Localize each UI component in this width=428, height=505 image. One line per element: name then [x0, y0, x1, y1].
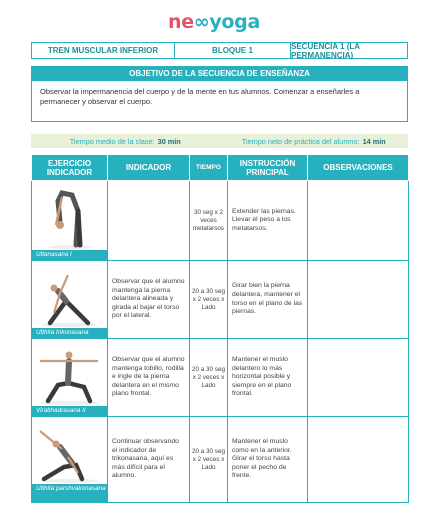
tiempo-cell: 30 seg x 2 veces metatarsos — [190, 181, 228, 261]
block-title: TREN MUSCULAR INFERIOR — [32, 43, 175, 58]
tiempo-cell: 20 a 30 seg x 2 veces x Lado — [190, 417, 228, 503]
table-row — [32, 417, 409, 503]
exercise-table — [31, 154, 409, 503]
practice-time-value: 14 min — [362, 136, 386, 146]
table-row — [32, 181, 409, 261]
table-row — [32, 339, 409, 417]
block-number: BLOQUE 1 — [175, 43, 291, 58]
uttanasana-image — [32, 181, 107, 260]
exercise-caption: Utthita trikonasana — [32, 328, 107, 338]
trikonasana-image — [32, 261, 107, 338]
indicador-cell — [108, 181, 190, 261]
indicador-cell: Continuar observando el indicador de trikonasana, aquí es más difícil para el alumno. — [108, 417, 190, 503]
header-indicador: INDICADOR — [108, 155, 190, 181]
session-header — [31, 42, 408, 59]
logo-part-2: ∞yoga — [193, 11, 261, 33]
sequence-label: SECUENCIA 1 (LA PERMANENCIA) — [291, 41, 360, 60]
header-instruccion: INSTRUCCIÓN PRINCIPAL — [228, 155, 308, 181]
observaciones-cell — [308, 181, 409, 261]
instruccion-cell: Extender las piernas. Llevar el peso a los metatarsos. — [228, 181, 308, 261]
class-time-label: Tiempo medio de la clase: — [69, 136, 155, 146]
exercise-image-cell — [32, 417, 108, 503]
tiempo-cell: 20 a 30 seg x 2 veces x Lado — [190, 261, 228, 339]
nexoyoga-logo — [0, 11, 428, 33]
instruccion-cell: Mantener el muslo como en la anterior. Girar el torso hasta poner el pecho de frente. — [228, 417, 308, 503]
tiempo-cell: 20 a 30 seg x 2 veces x Lado — [190, 339, 228, 417]
header-ejercicio: EJERCICIO INDICADOR — [32, 155, 108, 181]
indicador-cell: Observar que el alumno mantenga la pierna delantera alineada y girada al bajar el torso por el lateral. — [108, 261, 190, 339]
instruccion-cell: Mantener el muslo delantero lo más horizontal posible y siempre en el plano frontal. — [228, 339, 308, 417]
class-time-value: 30 min — [157, 136, 181, 146]
header-observaciones: OBSERVACIONES — [308, 155, 409, 181]
logo-part-1: ne — [167, 11, 194, 33]
table-header-row — [32, 155, 409, 181]
practice-time-label: Tiempo neto de práctica del alumno: — [241, 136, 360, 146]
parshvakonasana-image — [32, 417, 107, 502]
exercise-caption: Utthita parshvakonasana — [32, 484, 107, 502]
observaciones-cell — [308, 261, 409, 339]
indicador-cell: Observar que el alumno mantenga tobillo, rodilla e ingle de la pierna delantera en el mismo plano frontal. — [108, 339, 190, 417]
header-tiempo: TIEMPO — [190, 155, 228, 181]
objective-title: OBJETIVO DE LA SECUENCIA DE ENSEÑANZA — [31, 66, 408, 81]
time-bar — [31, 134, 408, 148]
exercise-image-cell — [32, 339, 108, 417]
objective-text: Observar la impermanencia del cuerpo y de la mente en tus alumnos. Comenzar a enseñarles a permanecer y observar el cuerpo. — [31, 81, 408, 122]
class-time — [31, 134, 220, 148]
exercise-caption: Uttanasana I — [32, 250, 107, 260]
exercise-image-cell — [32, 261, 108, 339]
table-row — [32, 261, 409, 339]
observaciones-cell — [308, 339, 409, 417]
exercise-caption: Virabhadrasana II — [32, 406, 107, 416]
instruccion-cell: Girar bien la pierna delantera, mantener el torso en el plano de las piernas. — [228, 261, 308, 339]
exercise-image-cell — [32, 181, 108, 261]
practice-time — [220, 134, 409, 148]
observaciones-cell — [308, 417, 409, 503]
virabhadrasana-image — [32, 339, 107, 416]
